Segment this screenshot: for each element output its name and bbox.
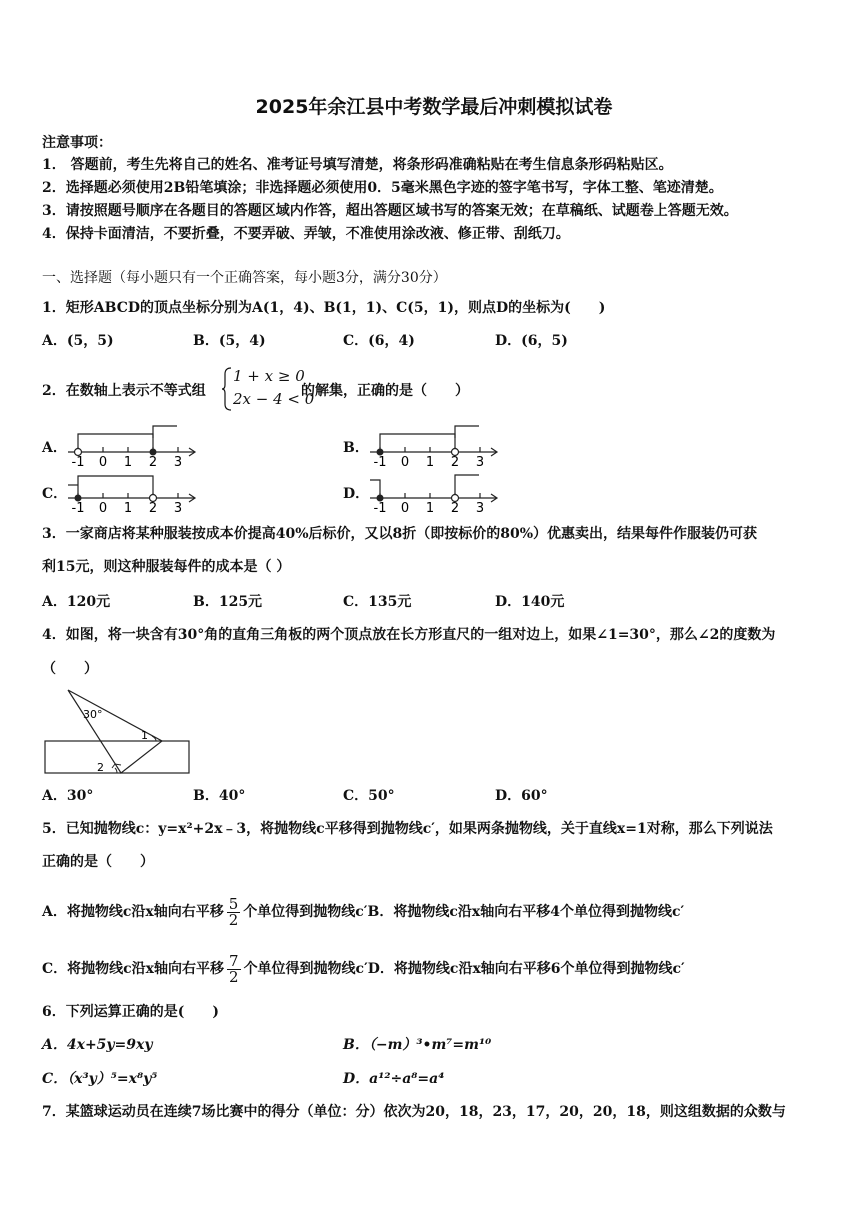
question-4-stem-cont: （ ） — [42, 661, 98, 677]
q2-option-c: C． — [42, 486, 68, 502]
q2-option-a: A． — [42, 440, 67, 456]
tick-label: 0 — [400, 501, 410, 514]
q4-option-b: B．40° — [193, 788, 246, 804]
angle-2-label: 2 — [97, 761, 104, 774]
q5-option-a-text: A．将抛物线c沿x轴向右平移 — [42, 904, 224, 920]
q2-option-b: B． — [343, 440, 369, 456]
note-item: 2．选择题必须使用2B铅笔填涂；非选择题必须使用0．5毫米黑色字迹的签字笔书写，字体工整、笔迹清楚。 — [42, 180, 723, 196]
q1-option-d: D．(6，5) — [495, 333, 568, 349]
q4-option-c: C．50° — [343, 788, 395, 804]
tick-label: 0 — [98, 455, 108, 468]
q5-option-c-text: C．将抛物线c沿x轴向右平移 — [42, 961, 225, 977]
tick-label: 3 — [173, 455, 183, 468]
tick-label: 3 — [475, 455, 485, 468]
q3-option-b: B．125元 — [193, 594, 263, 610]
tick-label: 0 — [98, 501, 108, 514]
number-line-b — [368, 424, 500, 468]
tick-label: 3 — [475, 501, 485, 514]
inequality-2: 2x − 4 < 0 — [233, 390, 315, 408]
angle-30-label: 30° — [83, 708, 103, 721]
q1-option-c: C．(6，4) — [343, 333, 415, 349]
q6-option-d: D．a¹²÷a⁸=a⁴ — [343, 1071, 445, 1087]
note-item: 1． 答题前，考生先将自己的姓名、准考证号填写清楚，将条形码准确粘贴在考生信息条形码粘贴区。 — [42, 157, 673, 173]
tick-label: -1 — [71, 501, 85, 514]
question-3-stem-cont: 利15元，则这种服装每件的成本是（ ） — [42, 559, 291, 575]
q3-option-c: C．135元 — [343, 594, 412, 610]
tick-label: 2 — [148, 455, 158, 468]
tick-label: 0 — [400, 455, 410, 468]
tick-label: 2 — [450, 455, 460, 468]
q4-option-a: A．30° — [42, 788, 94, 804]
number-line-c — [66, 470, 198, 514]
q4-option-d: D．60° — [495, 788, 548, 804]
tick-label: -1 — [373, 455, 387, 468]
q5-options-cd — [42, 950, 685, 988]
question-1-stem: 1．矩形ABCD的顶点坐标分别为A(1，4)、B(1，1)、C(5，1)，则点D的坐标为( ) — [42, 300, 606, 316]
tick-label: 3 — [173, 501, 183, 514]
notes-header: 注意事项： — [42, 135, 112, 151]
brace-icon — [221, 366, 233, 412]
question-4-stem: 4．如图，将一块含有30°角的直角三角板的两个顶点放在长方形直尺的一组对边上，如果∠1=30°，那么∠2的度数为 — [42, 627, 776, 643]
note-item: 3．请按照题号顺序在各题目的答题区域内作答，超出答题区域书写的答案无效；在草稿纸、试题卷上答题无效。 — [42, 203, 738, 219]
q2-option-d: D． — [343, 486, 370, 502]
q3-option-d: D．140元 — [495, 594, 565, 610]
note-item: 4．保持卡面清洁，不要折叠，不要弄破、弄皱，不准使用涂改液、修正带、刮纸刀。 — [42, 226, 570, 242]
ruler-triangle-figure — [42, 686, 194, 778]
tick-label: 1 — [425, 455, 435, 468]
q5-options-ab — [42, 893, 684, 931]
q6-option-a: A．4x+5y=9xy — [42, 1037, 153, 1053]
number-line-d — [368, 470, 500, 514]
q5-option-a-text-post: 个单位得到抛物线c′ — [243, 904, 368, 920]
question-5-stem: 5．已知抛物线c：y=x²+2x﹣3，将抛物线c平移得到抛物线c′，如果两条抛物线，关于直线x=1对称，那么下列说法 — [42, 821, 773, 837]
question-2-stem-post: 的解集，正确的是（ ） — [301, 383, 469, 399]
inequality-system — [221, 366, 315, 412]
number-line-a — [66, 424, 198, 468]
section-heading: 一、选择题（每小题只有一个正确答案，每小题3分，满分30分） — [42, 270, 447, 286]
q1-option-b: B．(5，4) — [193, 333, 266, 349]
q6-option-b: B．（−m）³•m⁷=m¹⁰ — [343, 1037, 492, 1053]
q6-option-c: C．（x³y）⁵=x⁸y⁵ — [42, 1071, 158, 1087]
page-title: 2025年余江县中考数学最后冲刺模拟试卷 — [255, 96, 613, 118]
tick-label: 2 — [148, 501, 158, 514]
angle-1-label: 1 — [141, 729, 148, 742]
question-3-stem: 3．一家商店将某种服装按成本价提高40%后标价，又以8折（即按标价的80%）优惠卖出，结果每件作服装仍可获 — [42, 526, 758, 542]
tick-label: 1 — [123, 501, 133, 514]
fraction-7-2: $\frac{7}{2}$ — [229, 951, 239, 986]
q5-option-d: D．将抛物线c沿x轴向右平移6个单位得到抛物线c′ — [367, 961, 685, 977]
tick-label: 1 — [425, 501, 435, 514]
tick-label: 2 — [450, 501, 460, 514]
q5-option-c-text-post: 个单位得到抛物线c′ — [243, 961, 368, 977]
q5-option-b: B．将抛物线c沿x轴向右平移4个单位得到抛物线c′ — [367, 904, 685, 920]
tick-label: 1 — [123, 455, 133, 468]
question-5-stem-cont: 正确的是（ ） — [42, 854, 154, 870]
fraction-5-2: $\frac{5}{2}$ — [228, 894, 239, 929]
question-7-stem: 7．某篮球运动员在连续7场比赛中的得分（单位：分）依次为20，18，23，17，20，20，18，则这组数据的众数与 — [42, 1104, 786, 1120]
tick-label: -1 — [373, 501, 387, 514]
q3-option-a: A．120元 — [42, 594, 111, 610]
question-6-stem: 6．下列运算正确的是( ) — [42, 1004, 219, 1020]
tick-label: -1 — [71, 455, 85, 468]
question-2-stem-pre: 2．在数轴上表示不等式组 — [42, 383, 206, 399]
q1-option-a: A．(5，5) — [42, 333, 114, 349]
inequality-1: 1 + x ≥ 0 — [233, 367, 305, 385]
